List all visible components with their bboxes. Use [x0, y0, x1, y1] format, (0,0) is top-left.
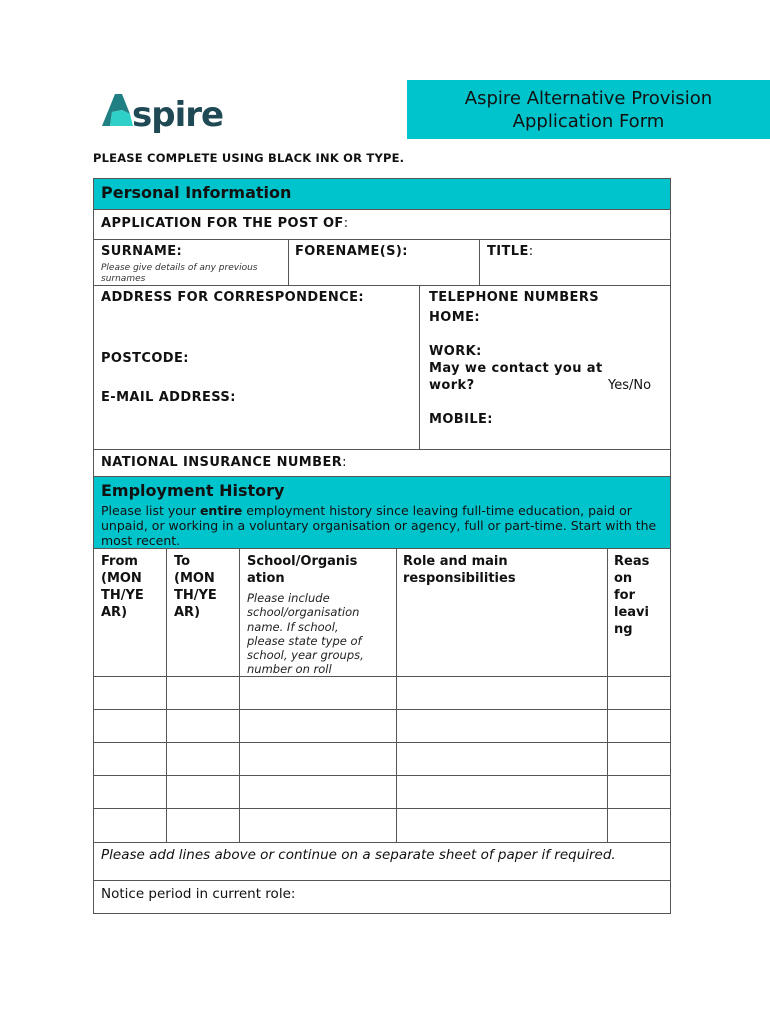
- divider: [288, 240, 289, 285]
- address-label: ADDRESS FOR CORRESPONDENCE:: [101, 290, 364, 305]
- divider: [239, 549, 240, 676]
- divider: [607, 549, 608, 676]
- table-row[interactable]: [94, 710, 670, 743]
- post-label: APPLICATION FOR THE POST OF:: [101, 216, 349, 231]
- divider: [479, 240, 480, 285]
- col-school-header: School/Organis ation: [247, 554, 358, 586]
- notice-label: Notice period in current role:: [101, 886, 296, 902]
- add-lines-row: [94, 843, 670, 881]
- col-role-header: Role and main responsibilities: [403, 554, 516, 586]
- mobile-label: MOBILE:: [429, 412, 493, 427]
- employment-header: [94, 477, 670, 549]
- form-title-line2: Application Form: [512, 111, 665, 132]
- contact-question-line1: May we contact you at: [429, 361, 603, 376]
- table-row[interactable]: [94, 743, 670, 776]
- form-title-box: [407, 80, 770, 139]
- personal-info-header: [94, 179, 670, 210]
- yes-no-option[interactable]: Yes/No: [608, 378, 652, 393]
- table-row[interactable]: [94, 809, 670, 843]
- forenames-label: FORENAME(S):: [295, 244, 408, 259]
- email-label: E-MAIL ADDRESS:: [101, 390, 236, 405]
- divider: [419, 286, 420, 449]
- col-school-note: Please include school/organisation name. If school, please state type of school, year groups, number on roll: [247, 591, 364, 677]
- col-to-header: To (MON TH/YE AR): [174, 554, 217, 620]
- notice-row[interactable]: [94, 881, 670, 913]
- ni-label: NATIONAL INSURANCE NUMBER:: [101, 455, 347, 470]
- telephone-label: TELEPHONE NUMBERS: [429, 290, 599, 305]
- form-title-line1: Aspire Alternative Provision: [464, 88, 713, 109]
- home-label: HOME:: [429, 310, 480, 325]
- name-row: [94, 240, 670, 286]
- surname-note: Please give details of any previous surnames: [101, 263, 258, 284]
- divider: [396, 549, 397, 676]
- col-reason-header: Reas on for leavi ng: [614, 554, 650, 637]
- contact-row: [94, 286, 670, 450]
- work-label: WORK:: [429, 344, 482, 359]
- personal-info-heading: Personal Information: [101, 183, 292, 202]
- col-from-header: From (MON TH/YE AR): [101, 554, 144, 620]
- application-form: [93, 178, 671, 914]
- employment-table-header: [94, 549, 670, 677]
- ink-instruction: PLEASE COMPLETE USING BLACK INK OR TYPE.: [93, 151, 405, 165]
- table-row[interactable]: [94, 677, 670, 710]
- employment-heading: Employment History: [101, 481, 285, 500]
- svg-text:spire: spire: [132, 95, 224, 135]
- divider: [166, 549, 167, 676]
- contact-question-line2: work?: [429, 378, 475, 393]
- surname-label: SURNAME:: [101, 244, 183, 259]
- ni-row[interactable]: [94, 450, 670, 477]
- title-label: TITLE:: [487, 244, 534, 259]
- employment-intro: Please list your entire employment history since leaving full-time education, paid or unpaid, or working in a voluntary organisation or agency, full or part-time. Start with the most recent.: [101, 503, 657, 548]
- table-row[interactable]: [94, 776, 670, 809]
- postcode-label: POSTCODE:: [101, 351, 189, 366]
- post-row[interactable]: [94, 210, 670, 240]
- aspire-logo: [100, 90, 235, 135]
- add-lines-note: Please add lines above or continue on a separate sheet of paper if required.: [101, 847, 616, 863]
